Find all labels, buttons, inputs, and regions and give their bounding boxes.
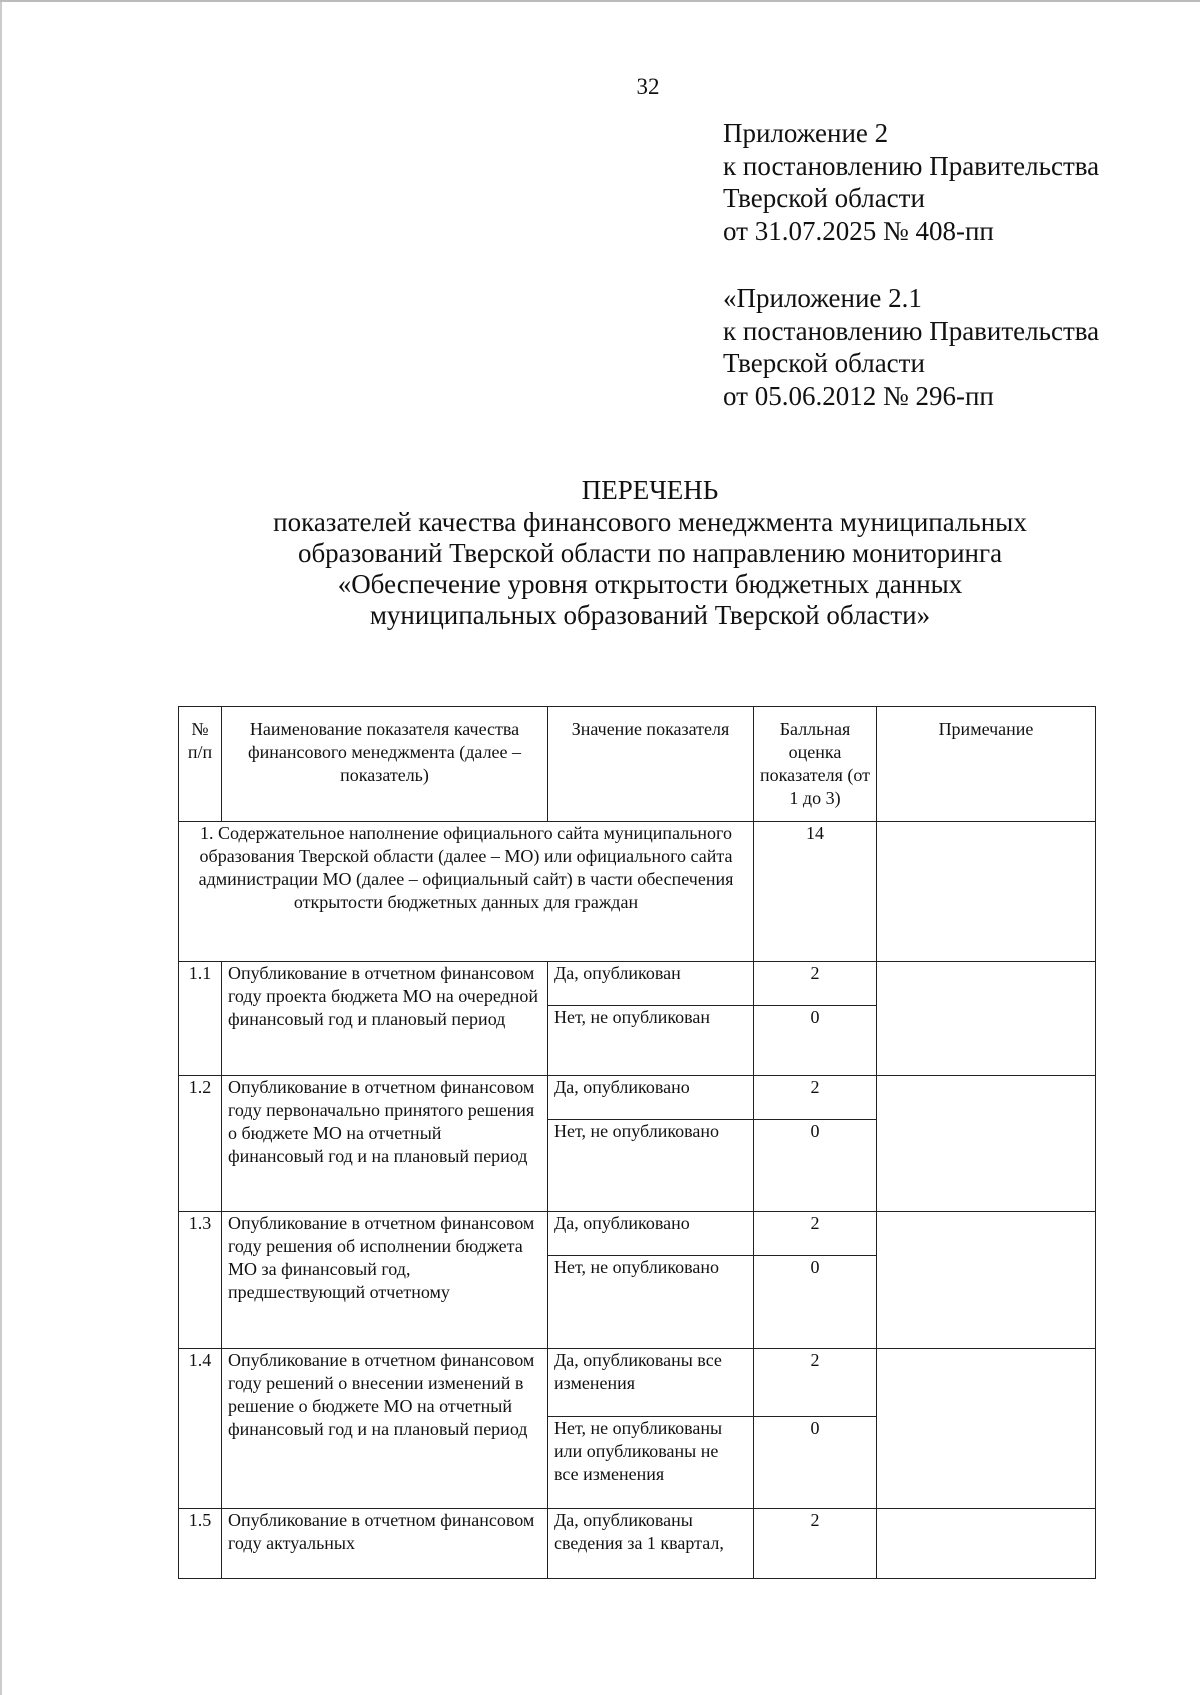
row-note bbox=[877, 1509, 1096, 1579]
indicators-table bbox=[178, 706, 1096, 1579]
annex-original-line: от 05.06.2012 № 296-пп bbox=[723, 380, 994, 411]
annex-original-line: «Приложение 2.1 bbox=[723, 283, 922, 313]
annex-current-line: к постановлению Правительства bbox=[723, 150, 1100, 181]
row-num: 1.2 bbox=[179, 1076, 222, 1212]
document-subtitle-line: образований Тверской области по направлению мониторинга bbox=[297, 538, 1003, 568]
section-row bbox=[179, 822, 1096, 962]
document-subtitle-line: «Обеспечение уровня открытости бюджетных данных bbox=[337, 569, 963, 599]
row-note bbox=[877, 962, 1096, 1076]
row-score: 0 bbox=[754, 1417, 877, 1509]
table-row bbox=[179, 962, 1096, 1006]
row-value: Да, опубликовано bbox=[548, 1076, 754, 1120]
annex-original-line: к постановлению Правительства bbox=[723, 315, 1100, 346]
row-num: 1.1 bbox=[179, 962, 222, 1076]
row-value: Да, опубликованы сведения за 1 квартал, bbox=[548, 1509, 754, 1579]
header-num: № п/п bbox=[179, 707, 222, 822]
header-score: Балльная оценка показателя (от 1 до 3) bbox=[754, 707, 877, 822]
header-value: Значение показателя bbox=[548, 707, 754, 822]
document-subtitle-line: показателей качества финансового менеджмента муниципальных bbox=[273, 507, 1027, 537]
row-value: Да, опубликовано bbox=[548, 1212, 754, 1256]
row-note bbox=[877, 1349, 1096, 1509]
row-name: Опубликование в отчетном финансовом году решений о внесении изменений в решение о бюджете МО на отчетный финансовый год и на плановый период bbox=[222, 1349, 548, 1509]
row-name: Опубликование в отчетном финансовом году актуальных bbox=[222, 1509, 548, 1579]
row-value: Нет, не опубликовано bbox=[548, 1256, 754, 1349]
annex-original-line: Тверской области bbox=[723, 348, 925, 378]
row-value: Нет, не опубликован bbox=[548, 1006, 754, 1076]
row-value: Нет, не опубликовано bbox=[548, 1120, 754, 1212]
row-name: Опубликование в отчетном финансовом году первоначально принятого решения о бюджете МО на отчетный финансовый год и на плановый период bbox=[222, 1076, 548, 1212]
row-score: 2 bbox=[754, 1076, 877, 1120]
row-score: 2 bbox=[754, 962, 877, 1006]
scan-edge-left bbox=[0, 0, 2, 1695]
scan-edge-top bbox=[0, 0, 1200, 2]
table-row bbox=[179, 1212, 1096, 1256]
row-score: 2 bbox=[754, 1509, 877, 1579]
section-score: 14 bbox=[754, 822, 877, 962]
row-score: 0 bbox=[754, 1256, 877, 1349]
page-number: 32 bbox=[636, 74, 660, 99]
annex-original-block bbox=[723, 282, 1099, 412]
table-row bbox=[179, 1349, 1096, 1417]
row-note bbox=[877, 1076, 1096, 1212]
header-name: Наименование показателя качества финансового менеджмента (далее – показатель) bbox=[222, 707, 548, 822]
row-score: 0 bbox=[754, 1006, 877, 1076]
header-note: Примечание bbox=[877, 707, 1096, 822]
section-title: 1. Содержательное наполнение официального сайта муниципального образования Тверской области (далее – МО) или официального сайта администрации МО (далее – официальный сайт) в части обеспечения открытости бюджетных данных для граждан bbox=[179, 822, 754, 962]
annex-current-block bbox=[723, 117, 1099, 247]
annex-current-line: Тверской области bbox=[723, 183, 925, 213]
row-score: 2 bbox=[754, 1212, 877, 1256]
row-num: 1.3 bbox=[179, 1212, 222, 1349]
row-name: Опубликование в отчетном финансовом году проекта бюджета МО на очередной финансовый год и плановый период bbox=[222, 962, 548, 1076]
table-header-row bbox=[179, 707, 1096, 822]
document-title: ПЕРЕЧЕНЬ bbox=[581, 475, 719, 505]
annex-current-line: Приложение 2 bbox=[723, 118, 889, 148]
row-score: 2 bbox=[754, 1349, 877, 1417]
annex-current-line: от 31.07.2025 № 408-пп bbox=[723, 215, 994, 246]
table-row bbox=[179, 1076, 1096, 1120]
row-value: Да, опубликован bbox=[548, 962, 754, 1006]
row-note bbox=[877, 1212, 1096, 1349]
section-note bbox=[877, 822, 1096, 962]
row-num: 1.5 bbox=[179, 1509, 222, 1579]
document-heading bbox=[120, 475, 1180, 631]
row-name: Опубликование в отчетном финансовом году решения об исполнении бюджета МО за финансовый год, предшествующий отчетному bbox=[222, 1212, 548, 1349]
document-subtitle-line: муниципальных образований Тверской области» bbox=[369, 600, 931, 630]
table-row bbox=[179, 1509, 1096, 1579]
row-value: Да, опубликованы все изменения bbox=[548, 1349, 754, 1417]
row-value: Нет, не опубликованы или опубликованы не все изменения bbox=[548, 1417, 754, 1509]
row-num: 1.4 bbox=[179, 1349, 222, 1509]
row-score: 0 bbox=[754, 1120, 877, 1212]
